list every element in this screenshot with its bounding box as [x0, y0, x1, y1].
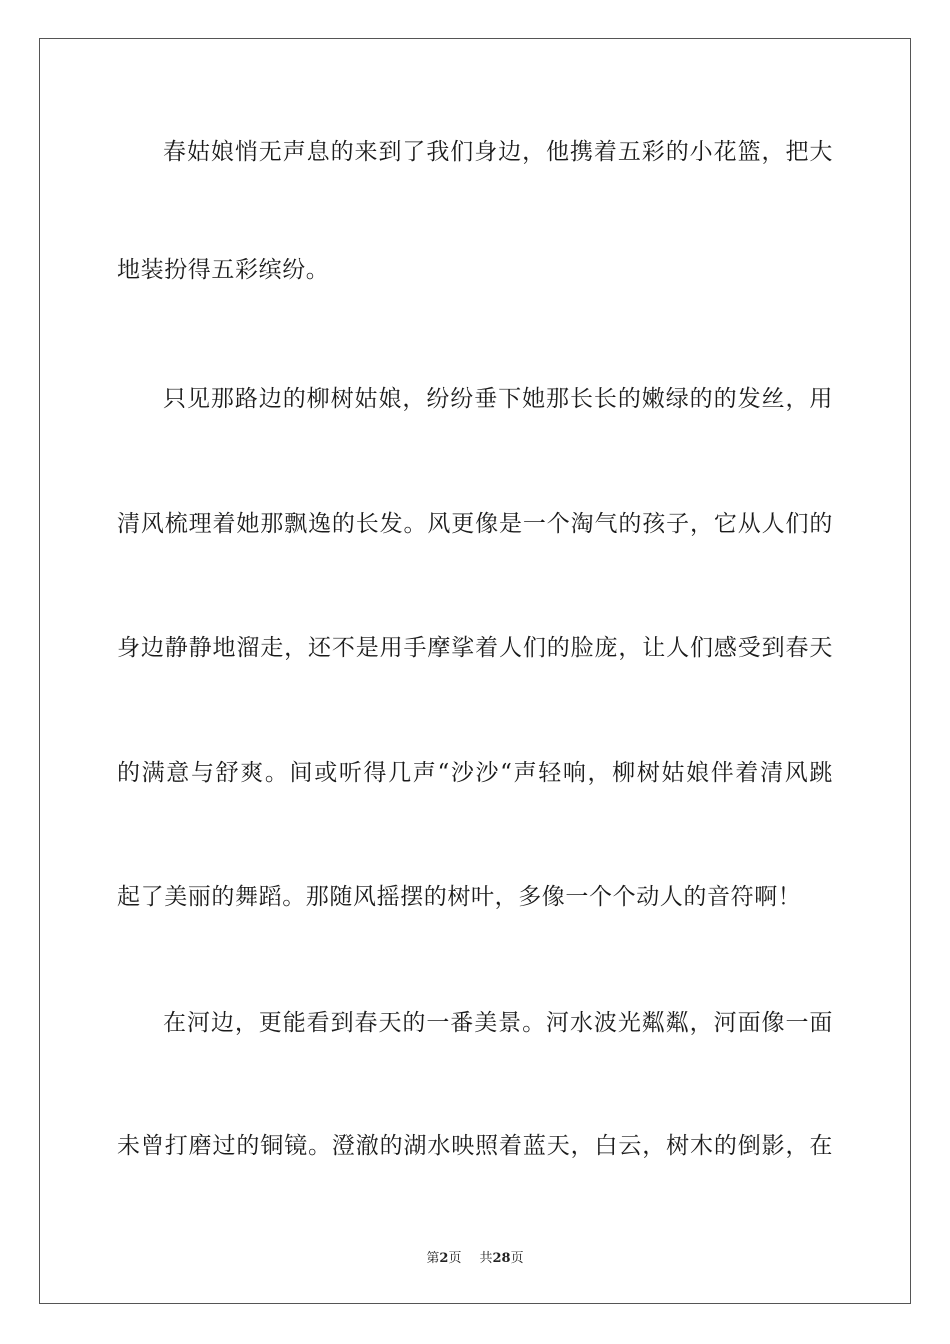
page-number: 2	[439, 1251, 449, 1266]
text-line: 清风梳理着她那飘逸的长发。风更像是一个淘气的孩子，它从人们的	[117, 511, 833, 537]
total-pages: 28	[492, 1251, 511, 1266]
text-line: 起了美丽的舞蹈。那随风摇摆的树叶，多像一个个动人的音符啊！	[117, 884, 802, 910]
total-suffix: 页	[510, 1251, 524, 1266]
page-suffix: 页	[448, 1251, 462, 1266]
total-prefix: 共	[479, 1251, 493, 1266]
text-line: 地装扮得五彩缤纷。	[117, 257, 330, 283]
text-line: 身边静静地溜走，还不是用手摩挲着人们的脸庞，让人们感受到春天	[117, 635, 833, 661]
page-prefix: 第	[426, 1251, 440, 1266]
page-footer	[0, 1247, 950, 1266]
text-line: 只见那路边的柳树姑娘，纷纷垂下她那长长的嫩绿的的发丝，用	[163, 386, 833, 412]
page-border	[39, 38, 911, 1304]
text-line: 未曾打磨过的铜镜。澄澈的湖水映照着蓝天，白云，树木的倒影，在	[117, 1133, 833, 1159]
text-line: 的满意与舒爽。间或听得几声“沙沙“声轻响，柳树姑娘伴着清风跳	[117, 760, 833, 786]
text-line: 在河边，更能看到春天的一番美景。河水波光粼粼，河面像一面	[163, 1010, 833, 1036]
text-line: 春姑娘悄无声息的来到了我们身边，他携着五彩的小花篮，把大	[163, 139, 833, 165]
